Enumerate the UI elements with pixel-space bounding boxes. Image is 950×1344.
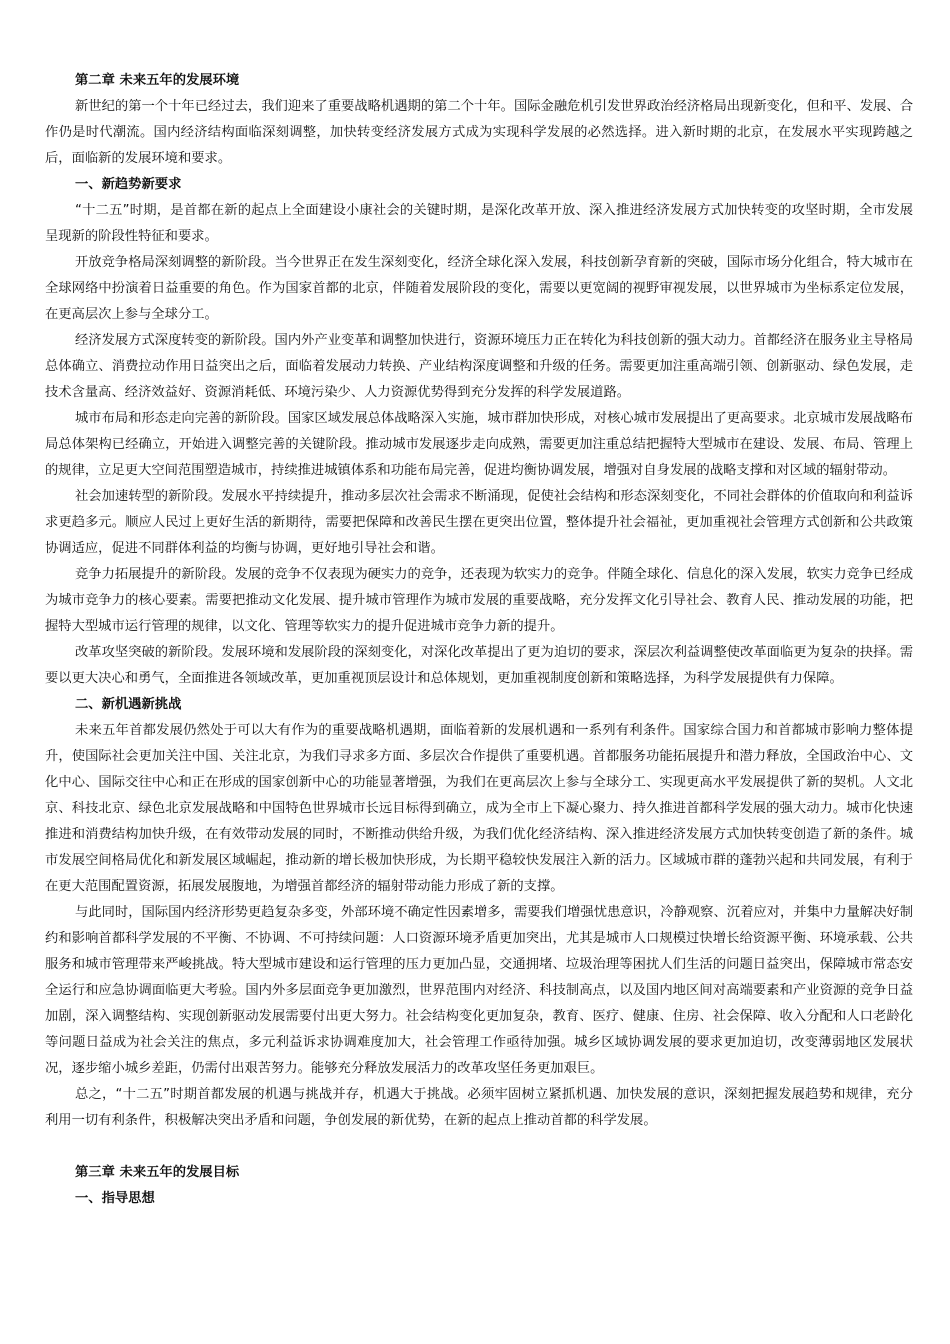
- section-2-title: 二、新机遇新挑战: [75, 697, 182, 712]
- section-1-paragraph: 经济发展方式深度转变的新阶段。国内外产业变革和调整加快进行，资源环境压力正在转化为科技创新的强大动力。首都经济在服务业主导格局总体确立、消费拉动作用日益突出之后，面临着发展动力转换、产业结构深度调整和升级的任务。需要更加注重高端引领、创新驱动、绿色发展，走技术含量高、经济效益好、资源消耗低、环境污染少、人力资源优势得到充分发挥的科学发展道路。: [45, 333, 913, 400]
- section-2-paragraph: 与此同时，国际国内经济形势更趋复杂多变，外部环境不确定性因素增多，需要我们增强忧患意识，冷静观察、沉着应对，并集中力量解决好制约和影响首都科学发展的不平衡、不协调、不可持续问题：人口资源环境矛盾更加突出，尤其是城市人口规模过快增长给资源平衡、环境承载、公共服务和城市管理带来严峻挑战。特大型城市建设和运行管理的压力更加凸显，交通拥堵、垃圾治理等困扰人们生活的问题日益突出，保障城市常态安全运行和应急协调面临更大考验。国内外多层面竞争更加激烈，世界范围内对经济、科技制高点，以及国内地区间对高端要素和产业资源的竞争日益加剧，深入调整结构、实现创新驱动发展需要付出更大努力。社会结构变化更加复杂，教育、医疗、健康、住房、社会保障、收入分配和人口老龄化等问题日益成为社会关注的焦点，多元利益诉求协调难度加大，社会管理工作亟待加强。城乡区域协调发展的要求更加迫切，改变薄弱地区发展状况，逐步缩小城乡差距，仍需付出艰苦努力。能够充分释放发展活力的改革攻坚任务更加艰巨。: [45, 905, 913, 1076]
- section-1-paragraph: 社会加速转型的新阶段。发展水平持续提升，推动多层次社会需求不断涌现，促使社会结构和形态深刻变化，不同社会群体的价值取向和利益诉求更趋多元。顺应人民过上更好生活的新期待，需要把保障和改善民生摆在更突出位置，整体提升社会福祉，更加重视社会管理方式创新和公共政策协调适应，促进不同群体利益的均衡与协调，更好地引导社会和谐。: [45, 489, 913, 556]
- section-2-paragraph: 总之，“十二五”时期首都发展的机遇与挑战并存，机遇大于挑战。必须牢固树立紧抓机遇、加快发展的意识，深刻把握发展趋势和规律，充分利用一切有利条件，积极解决突出矛盾和问题，争创发展的新优势，在新的起点上推动首都的科学发展。: [45, 1087, 913, 1128]
- chapter-2-intro: 新世纪的第一个十年已经过去，我们迎来了重要战略机遇期的第二个十年。国际金融危机引发世界政治经济格局出现新变化，但和平、发展、合作仍是时代潮流。国内经济结构面临深刻调整，加快转变经济发展方式成为实现科学发展的必然选择。进入新时期的北京，在发展水平实现跨越之后，面临新的发展环境和要求。: [45, 99, 913, 166]
- section-1-paragraph: “十二五”时期，是首都在新的起点上全面建设小康社会的关键时期，是深化改革开放、深入推进经济发展方式加快转变的攻坚时期，全市发展呈现新的阶段性特征和要求。: [45, 203, 913, 244]
- chapter-3-section-1-title: 一、指导思想: [75, 1191, 155, 1206]
- document-page: [45, 68, 913, 1212]
- chapter-3-title: 第三章 未来五年的发展目标: [75, 1165, 240, 1180]
- section-1-paragraph: 竞争力拓展提升的新阶段。发展的竞争不仅表现为硬实力的竞争，还表现为软实力的竞争。伴随全球化、信息化的深入发展，软实力竞争已经成为城市竞争力的核心要素。需要把推动文化发展、提升城市管理作为城市发展的重要战略，充分发挥文化引导社会、教育人民、推动发展的功能，把握特大型城市运行管理的规律，以文化、管理等软实力的提升促进城市竞争力新的提升。: [45, 567, 913, 634]
- chapter-2-title: 第二章 未来五年的发展环境: [75, 73, 240, 88]
- blank-line: [45, 1134, 913, 1160]
- section-1-paragraph: 开放竞争格局深刻调整的新阶段。当今世界正在发生深刻变化，经济全球化深入发展，科技创新孕育新的突破，国际市场分化组合，特大城市在全球网络中扮演着日益重要的角色。作为国家首都的北京，伴随着发展阶段的变化，需要以更宽阔的视野审视发展，以世界城市为坐标系定位发展，在更高层次上参与全球分工。: [45, 255, 913, 322]
- section-1-paragraph: 城市布局和形态走向完善的新阶段。国家区域发展总体战略深入实施，城市群加快形成，对核心城市发展提出了更高要求。北京城市发展战略布局总体架构已经确立，开始进入调整完善的关键阶段。推动城市发展逐步走向成熟，需要更加注重总结把握特大型城市在建设、发展、布局、管理上的规律，立足更大空间范围塑造城市，持续推进城镇体系和功能布局完善，促进均衡协调发展，增强对自身发展的战略支撑和对区域的辐射带动。: [45, 411, 913, 478]
- section-1-paragraph: 改革攻坚突破的新阶段。发展环境和发展阶段的深刻变化，对深化改革提出了更为迫切的要求，深层次利益调整使改革面临更为复杂的抉择。需要以更大决心和勇气，全面推进各领域改革，更加重视顶层设计和总体规划，更加重视制度创新和策略选择，为科学发展提供有力保障。: [45, 645, 913, 686]
- section-2-paragraph: 未来五年首都发展仍然处于可以大有作为的重要战略机遇期，面临着新的发展机遇和一系列有利条件。国家综合国力和首都城市影响力整体提升，使国际社会更加关注中国、关注北京，为我们寻求多方面、多层次合作提供了重要机遇。首都服务功能拓展提升和潜力释放，全国政治中心、文化中心、国际交往中心和正在形成的国家创新中心的功能显著增强，为我们在更高层次上参与全球分工、实现更高水平发展提供了新的契机。人文北京、科技北京、绿色北京发展战略和中国特色世界城市长远目标得到确立，成为全市上下凝心聚力、持久推进首都科学发展的强大动力。城市化快速推进和消费结构加快升级，在有效带动发展的同时，不断推动供给升级，为我们优化经济结构、深入推进经济发展方式加快转变创造了新的条件。城市发展空间格局优化和新发展区域崛起，推动新的增长极加快形成，为长期平稳较快发展注入新的活力。区域城市群的蓬勃兴起和共同发展，有利于在更大范围配置资源，拓展发展腹地，为增强首都经济的辐射带动能力形成了新的支撑。: [45, 723, 913, 894]
- section-1-title: 一、新趋势新要求: [75, 177, 182, 192]
